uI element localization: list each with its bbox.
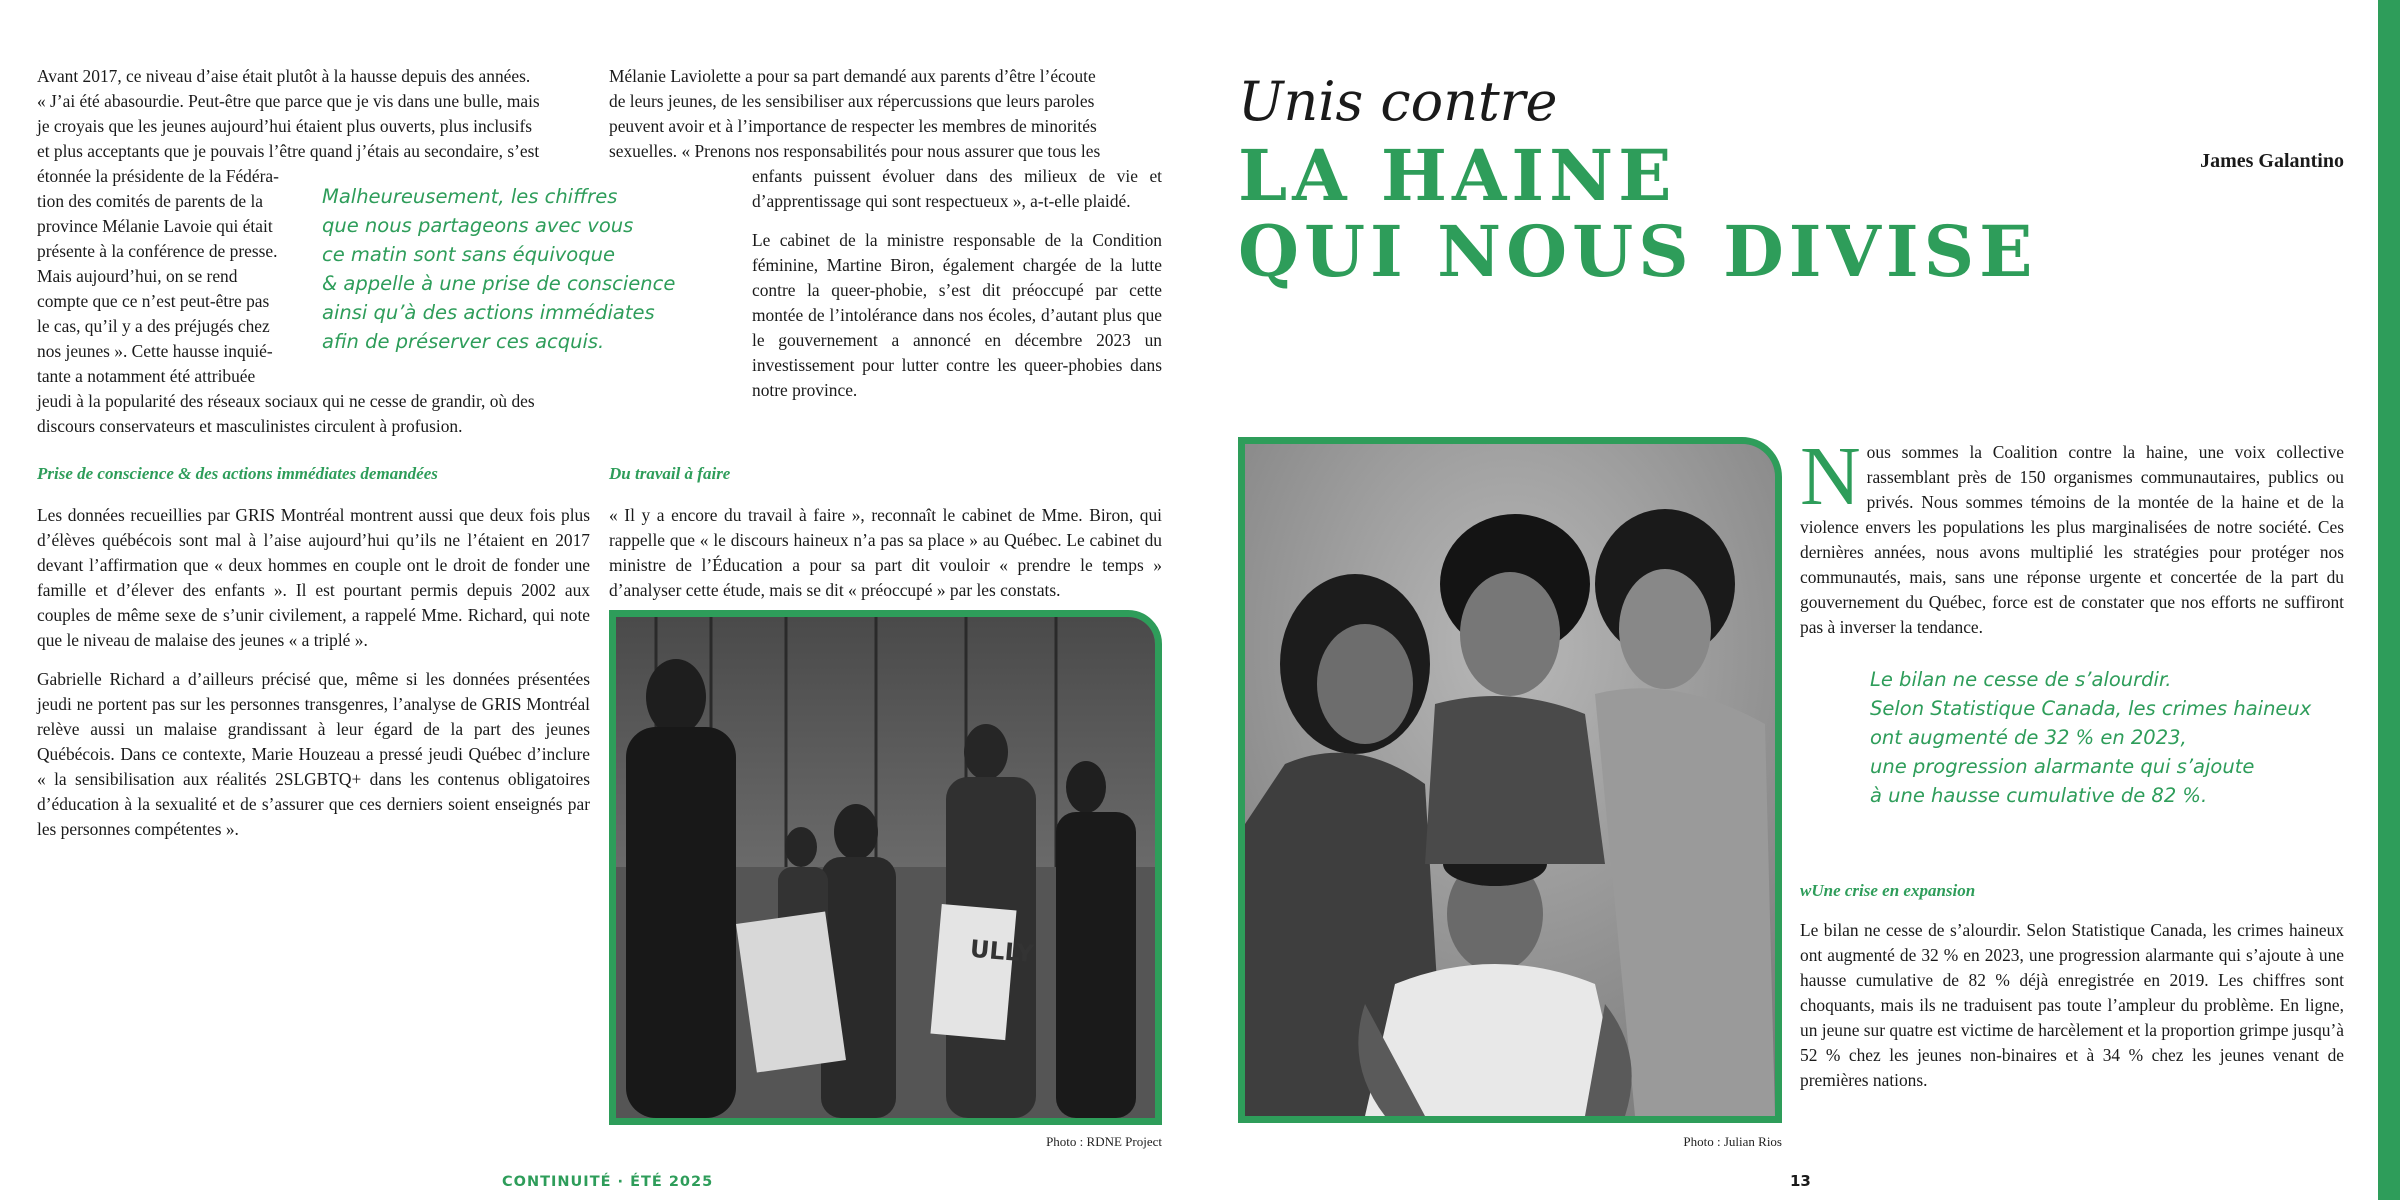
col2-narrow	[752, 164, 1162, 403]
article-title-line-2: QUI NOUS DIVISE	[1238, 210, 2038, 293]
pull-quote-line: à une hausse cumulative de 82 %.	[1870, 784, 2208, 807]
col2-line: de leurs jeunes, de les sensibiliser aux répercussions que leurs paroles	[609, 91, 1095, 111]
pull-quote-line: afin de préserver ces acquis.	[322, 330, 605, 353]
col2-line: Mélanie Laviolette a pour sa part demandé aux parents d’être l’écoute	[609, 66, 1096, 86]
col1-line: présente à la conférence de presse.	[37, 241, 278, 261]
col1-line: nos jeunes ». Cette hausse inquié-	[37, 341, 273, 361]
pull-quote-line: que nous partageons avec vous	[322, 214, 634, 237]
drop-cap: N	[1800, 430, 1861, 523]
pull-quote-line: & appelle à une prise de conscience	[322, 272, 676, 295]
col1-line: le cas, qu’il y a des préjugés chez	[37, 316, 270, 336]
col1-line: Avant 2017, ce niveau d’aise était plutôt à la hausse depuis des années.	[37, 66, 531, 86]
page-number: 13	[1790, 1172, 1811, 1190]
col2-travail	[609, 503, 1162, 603]
paragraph: enfants puissent évoluer dans des milieux de vie et d’apprentissage qui sont respectueux », a-t-elle plaidé.	[752, 166, 1162, 211]
photo1-caption: Photo : RDNE Project	[1046, 1134, 1162, 1149]
article-title-line-1: LA HAINE	[1238, 134, 1677, 217]
col1-line: discours conservateurs et masculinistes circulent à profusion.	[37, 416, 463, 436]
subhead-crise: wUne crise en expansion	[1800, 881, 1976, 900]
footer-publication: CONTINUITÉ · ÉTÉ 2025	[502, 1174, 714, 1190]
col1-line: tion des comités de parents de la	[37, 191, 264, 211]
pull-quote-left	[322, 182, 675, 356]
col1-line: étonnée la présidente de la Fédéra-	[37, 166, 279, 186]
col1-line: compte que ce n’est peut-être pas	[37, 291, 270, 311]
col1-body	[37, 503, 590, 842]
col1-after	[37, 389, 590, 439]
col1-line: province Mélanie Lavoie qui était	[37, 216, 273, 236]
col1-line: tante a notamment été attribuée	[37, 366, 256, 386]
col1-line: Mais aujourd’hui, on se rend	[37, 266, 238, 286]
article-kicker: Unis contre	[1238, 70, 1558, 133]
protest-photo	[609, 610, 1162, 1125]
subhead-du-travail: Du travail à faire	[609, 464, 731, 483]
page-edge-bar	[2378, 0, 2400, 1200]
protest-illustration	[616, 617, 1155, 1118]
paragraph: Gabrielle Richard a d’ailleurs précisé que, même si les données présentées jeudi ne portent pas sur les personnes transgenres, l’analyse de GRIS Montréal relève aussi un malaise grandissant à leur égard de la part des jeunes Québécois. Dans ce contexte, Marie Houzeau a pressé jeudi Québec d’inclure « la sensibilisation aux réalités 2SLGBTQ+ dans les contenus obligatoires d’éducation à la sexualité et de s’assurer que ces derniers soient enseignés par les personnes compétentes ».	[37, 669, 590, 839]
pull-quote-right	[1870, 665, 2311, 810]
intro-text: ous sommes la Coalition contre la haine, une voix collective rassemblant près de 150 organismes communautaires, publics ou privés. Nous sommes témoins de la montée de la haine et de la violence envers les populations les plus marginalisées de notre société. Ces dernières années, nous avons multiplié les stratégies pour protéger nos communautés, mais, sans une réponse urgente et concertée de la part du gouvernement du Québec, force est de constater que nos efforts ne suffiront pas à inverser la tendance.	[1800, 442, 2344, 637]
col2-top	[609, 64, 1162, 164]
col2-line: peuvent avoir et à l’importance de respecter les membres de minorités	[609, 116, 1097, 136]
pull-quote-line: Malheureusement, les chiffres	[322, 185, 618, 208]
paragraph: Le bilan ne cesse de s’alourdir. Selon Statistique Canada, les crimes haineux ont augmenté de 32 % en 2023, une progression alarmante qui s’ajoute à une hausse cumulative de 82 % déjà enregistrée en 2019. Les chiffres sont choquants, mais ils ne traduisent pas toute l’ampleur du problème. En ligne, un jeune sur quatre est victime de harcèlement et la proportion grimpe jusqu’à 52 % chez les jeunes non-binaires et à 34 % chez les jeunes venant de premières nations.	[1800, 920, 2344, 1090]
col1-line: « J’ai été abasourdie. Peut-être que parce que je vis dans une bulle, mais	[37, 91, 540, 111]
subhead-prise-de-conscience: Prise de conscience & des actions immédiates demandées	[37, 464, 438, 483]
col1-intro	[37, 64, 590, 164]
photo2-caption: Photo : Julian Rios	[1683, 1134, 1782, 1149]
paragraph: « Il y a encore du travail à faire », reconnaît le cabinet de Mme. Biron, qui rappelle que « le discours haineux n’a pas sa place » au Québec. Le cabinet du ministre de l’Éducation a pour sa part dit vouloir « prendre le temps » d’analyser cette étude, mais se dit « préoccupé » par les constats.	[609, 505, 1162, 600]
pull-quote-line: ainsi qu’à des actions immédiates	[322, 301, 655, 324]
pull-quote-line: Selon Statistique Canada, les crimes haineux	[1870, 697, 2312, 720]
col1-line: et plus acceptants que je pouvais l’être quand j’étais au secondaire, s’est	[37, 141, 540, 161]
group-portrait-photo	[1238, 437, 1782, 1123]
pull-quote-line: Le bilan ne cesse de s’alourdir.	[1870, 668, 2172, 691]
sign-text: ULLY	[968, 934, 1035, 969]
crise-paragraph	[1800, 918, 2344, 1093]
author-name: James Galantino	[2200, 150, 2344, 172]
paragraph: Le cabinet de la ministre responsable de la Condition féminine, Martine Biron, également chargée de la lutte contre la queer-phobie, s’est dit préoccupé par cette montée de l’intolérance dans nos écoles, d’autant plus que le gouvernement a annoncé en décembre 2023 un investissement pour lutter contre les queer-phobies dans notre province.	[752, 230, 1162, 400]
pull-quote-line: ont augmenté de 32 % en 2023,	[1870, 726, 2187, 749]
group-portrait-illustration	[1245, 444, 1775, 1116]
paragraph: Les données recueillies par GRIS Montréal montrent aussi que deux fois plus d’élèves québécois sont mal à l’aise aujourd’hui qu’ils ne l’étaient en 2017 devant l’affirmation que « deux hommes en couple ont le droit de fonder une famille et d’élever des enfants ». Il est pourtant permis depuis 2002 aux couples de même sexe de s’unir civilement, a rappelé Mme. Richard, qui note que le niveau de malaise des jeunes « a triplé ».	[37, 505, 590, 650]
col1-line: je croyais que les jeunes aujourd’hui étaient plus ouverts, plus inclusifs	[37, 116, 533, 136]
pull-quote-line: une progression alarmante qui s’ajoute	[1870, 755, 2255, 778]
pull-quote-line: ce matin sont sans équivoque	[322, 243, 615, 266]
col1-line: jeudi à la popularité des réseaux sociaux qui ne cesse de grandir, où des	[37, 391, 535, 411]
intro-paragraph	[1800, 430, 2344, 640]
col1-narrow	[37, 164, 307, 389]
col2-line: sexuelles. « Prenons nos responsabilités pour nous assurer que tous les	[609, 141, 1101, 161]
